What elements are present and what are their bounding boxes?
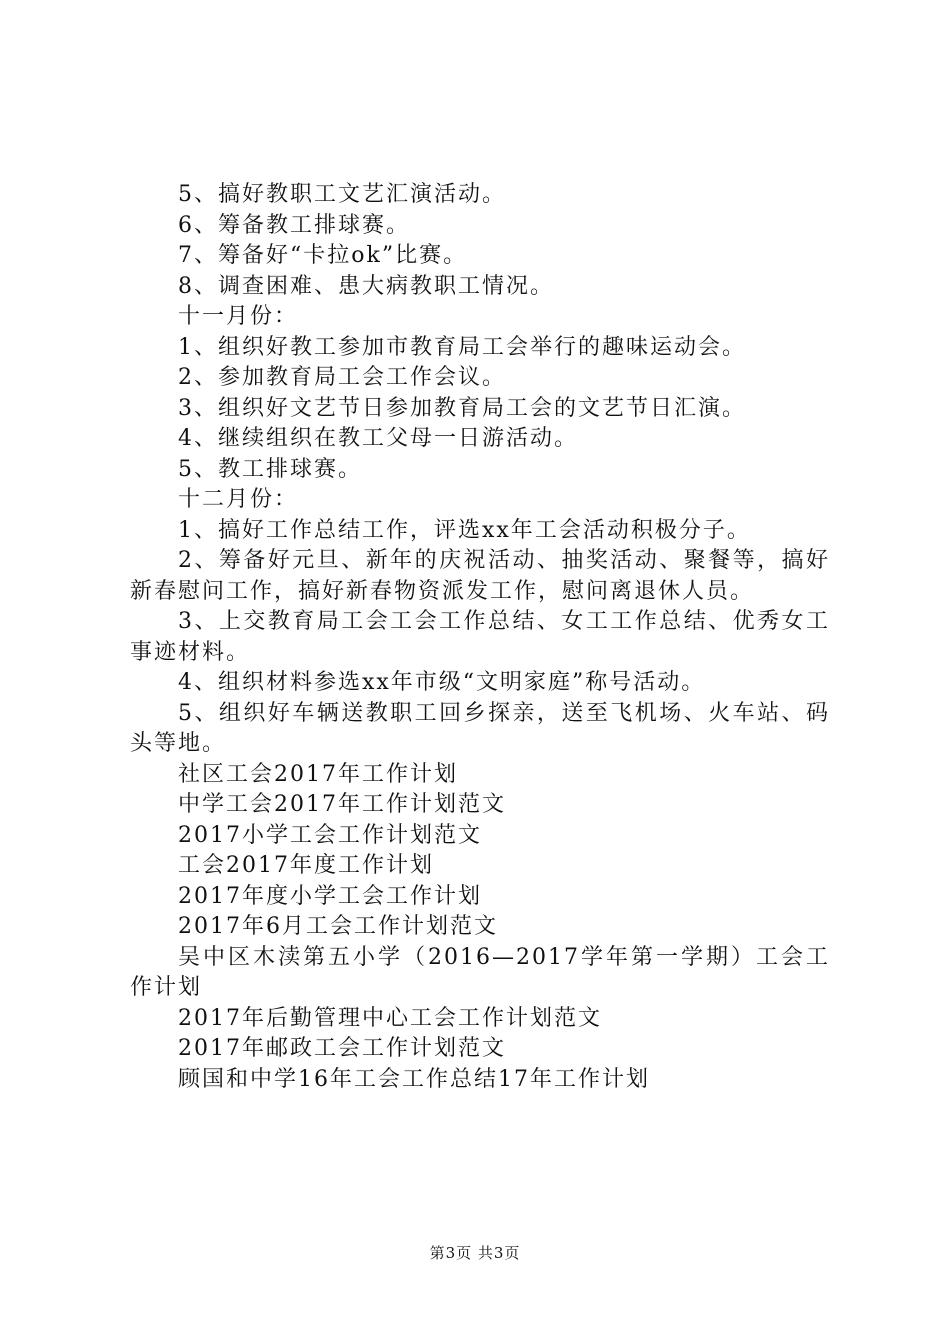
paragraph-item-5-variety-show: 5、搞好教职工文艺汇演活动。 <box>178 182 506 207</box>
related-title-3: 2017小学工会工作计划范文 <box>178 822 482 848</box>
paragraph-nov-3: 3、组织好文艺节日参加教育局工会的文艺节日汇演。 <box>178 395 746 421</box>
paragraph-nov-4: 4、继续组织在教工父母一日游活动。 <box>178 426 578 451</box>
paragraph-dec-4: 4、组织材料参选xx年市级“文明家庭”称号活动。 <box>178 670 706 695</box>
related-title-1: 社区工会2017年工作计划 <box>178 761 458 787</box>
paragraph-dec-1: 1、搞好工作总结工作，评选xx年工会活动积极分子。 <box>178 517 751 543</box>
related-title-4: 工会2017年度工作计划 <box>178 853 434 878</box>
related-title-2: 中学工会2017年工作计划范文 <box>178 792 506 817</box>
related-title-7: 吴中区木渎第五小学（2016—2017学年第一学期）工会工作计划 <box>130 944 830 1000</box>
page-footer: 第3页 共3页 <box>429 1244 521 1262</box>
related-title-6: 2017年6月工会工作计划范文 <box>178 914 498 939</box>
paragraph-dec-3: 3、上交教育局工会工会工作总结、女工工作总结、优秀女工事迹材料。 <box>130 609 830 665</box>
section-heading-december: 十二月份： <box>178 487 299 512</box>
section-heading-november: 十一月份： <box>178 304 299 329</box>
paragraph-item-7-karaoke: 7、筹备好“卡拉ok”比赛。 <box>178 243 468 268</box>
paragraph-dec-5: 5、组织好车辆送教职工回乡探亲，送至飞机场、火车站、码头等地。 <box>130 700 830 756</box>
paragraph-dec-2: 2、筹备好元旦、新年的庆祝活动、抽奖活动、聚餐等，搞好新春慰问工作，搞好新春物资派发工作，慰问离退休人员。 <box>130 548 830 604</box>
related-title-9: 2017年邮政工会工作计划范文 <box>178 1036 506 1061</box>
document-body <box>130 180 830 1095</box>
paragraph-item-8-survey: 8、调查困难、患大病教职工情况。 <box>178 273 554 299</box>
related-title-10: 顾国和中学16年工会工作总结17年工作计划 <box>178 1066 650 1092</box>
paragraph-item-6-volleyball: 6、筹备教工排球赛。 <box>178 212 410 238</box>
paragraph-nov-5: 5、教工排球赛。 <box>178 456 362 482</box>
paragraph-nov-1: 1、组织好教工参加市教育局工会举行的趣味运动会。 <box>178 334 746 360</box>
paragraph-nov-2: 2、参加教育局工会工作会议。 <box>178 365 506 390</box>
related-title-8: 2017年后勤管理中心工会工作计划范文 <box>178 1005 602 1031</box>
related-title-5: 2017年度小学工会工作计划 <box>178 883 482 909</box>
